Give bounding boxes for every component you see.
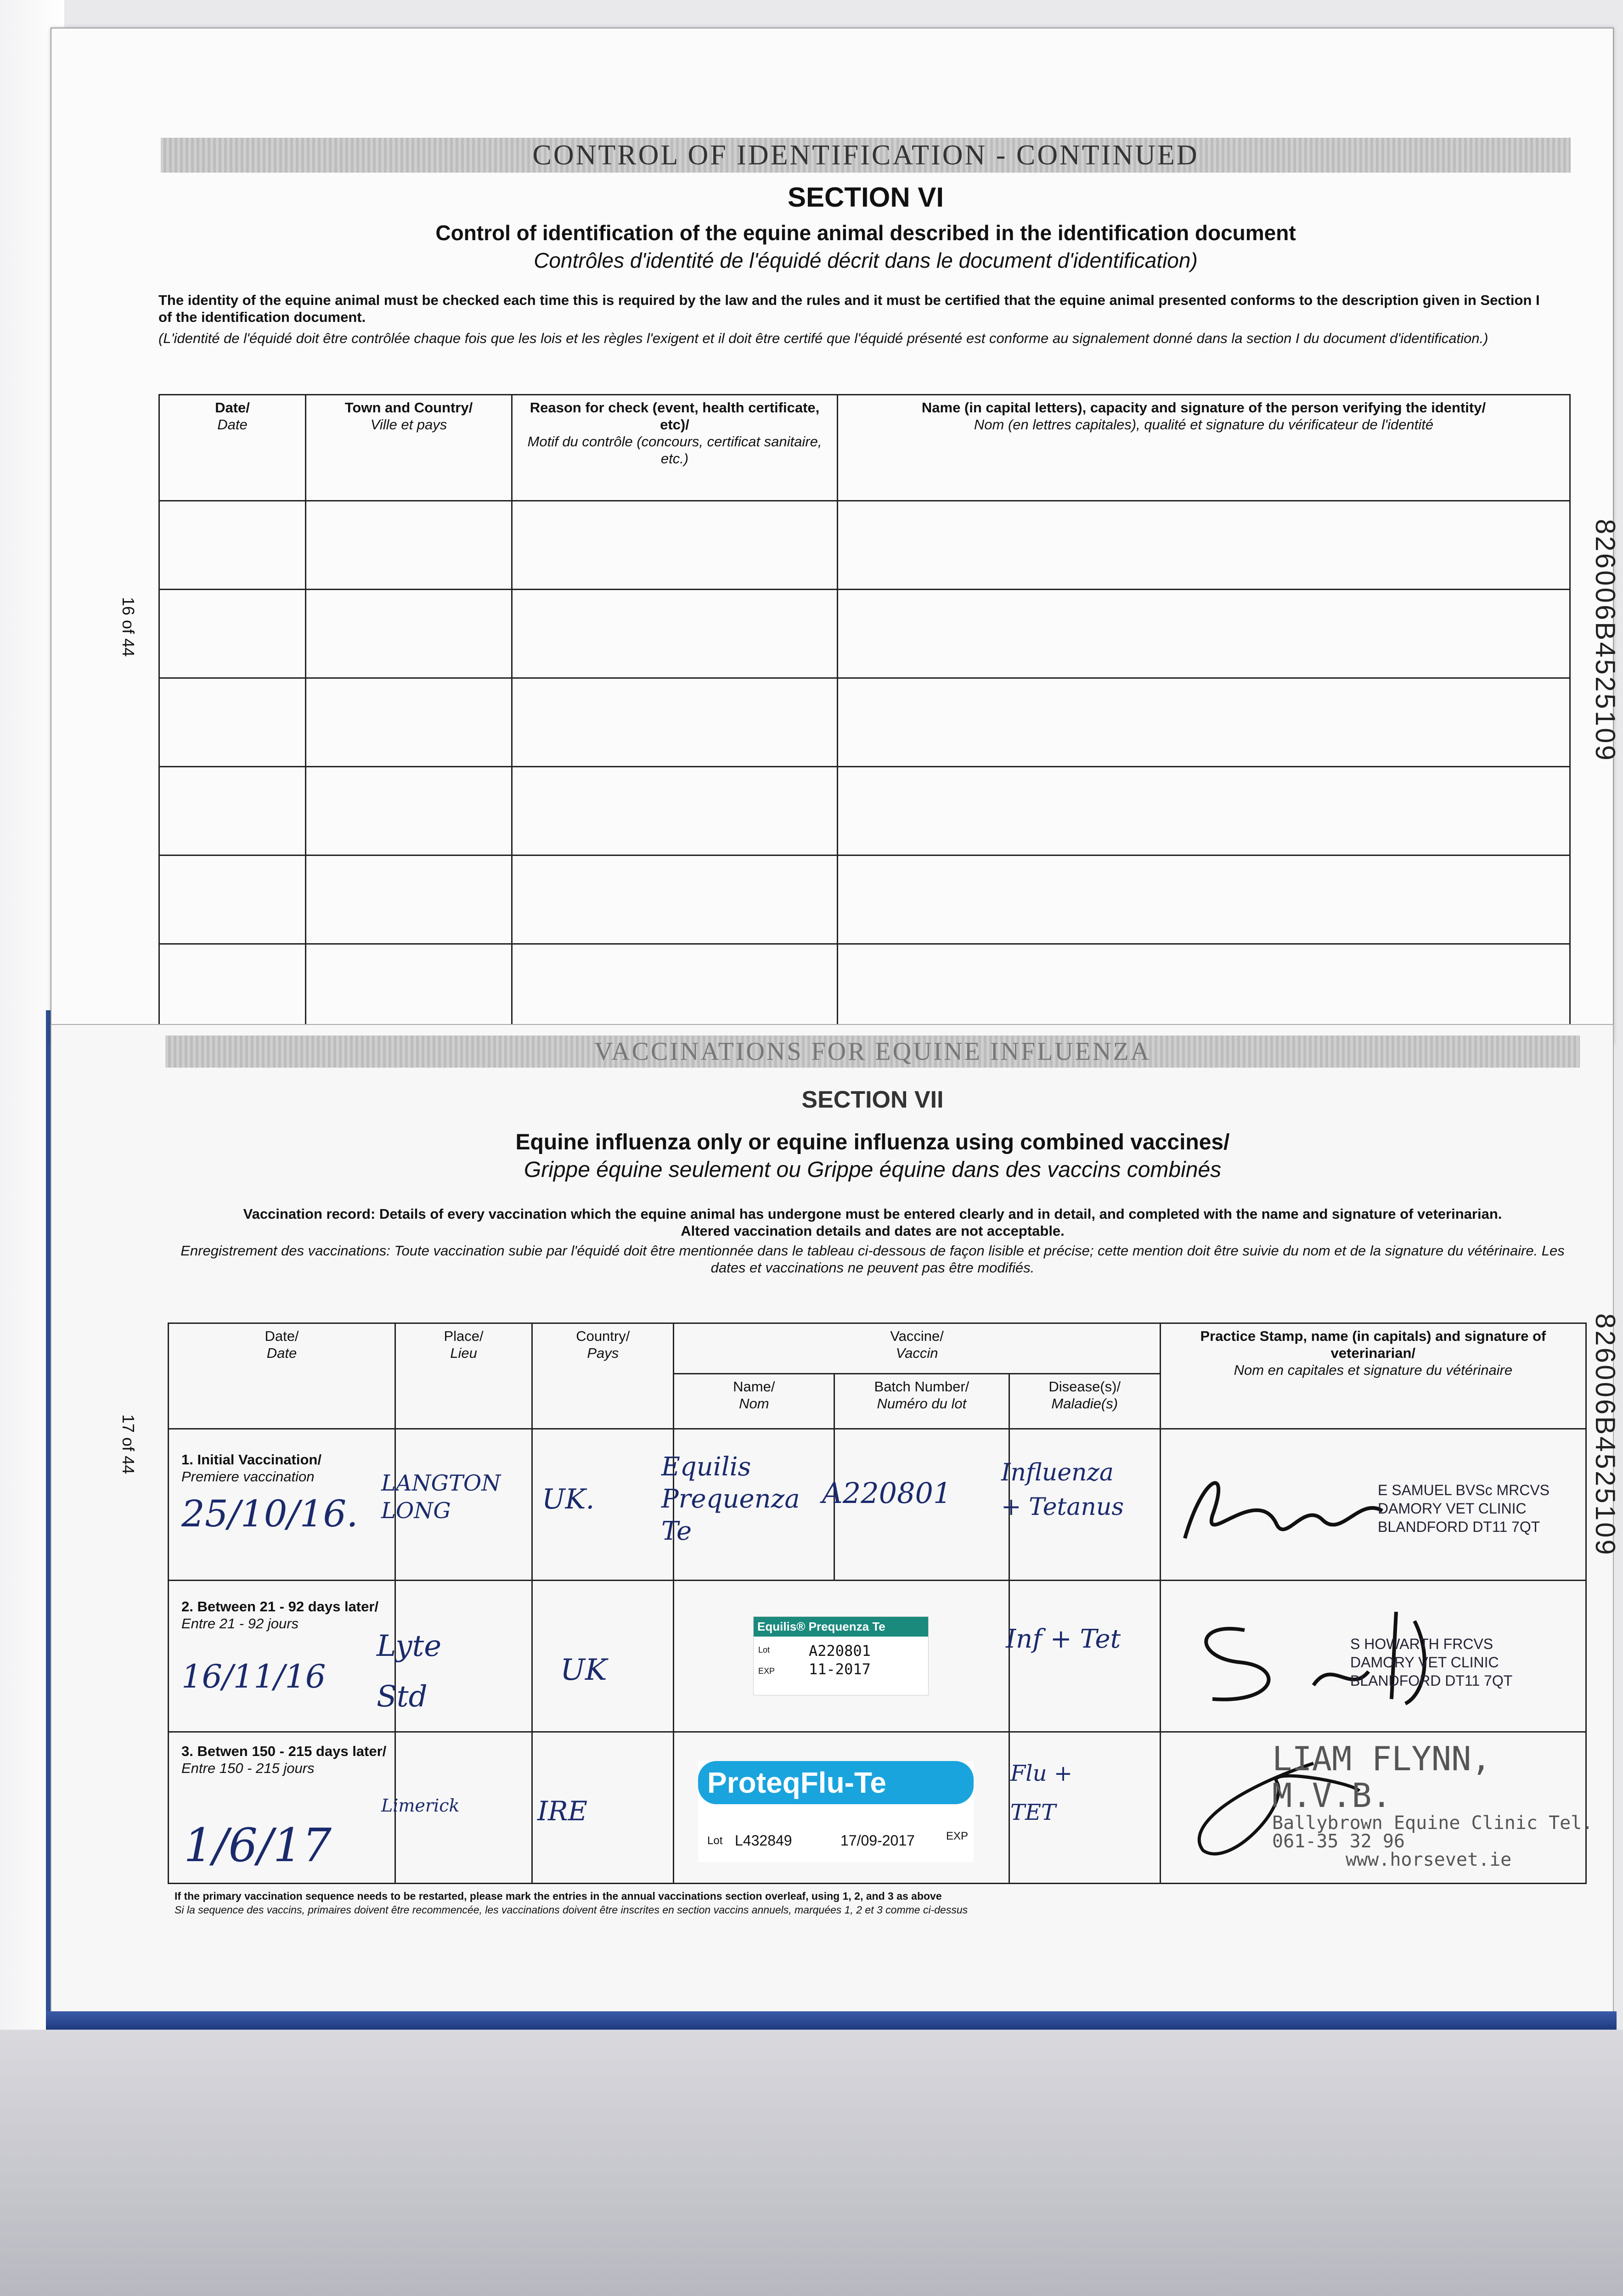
- header-country: Country/ Pays: [532, 1323, 674, 1429]
- footnote: If the primary vaccination sequence needs to be restarted, please mark the entries in the annual vaccinations section overleaf, using 1, 2, and 3 as above: [175, 1890, 942, 1902]
- intro-text-fr: (L'identité de l'équidé doit être contrôlée chaque fois que les lois et les règles l'exigent et il doit être certifé que l'équidé présenté est conforme au signalement donné dans la section I du document d'identification.): [158, 330, 1488, 346]
- handwritten-country: UK.: [542, 1483, 595, 1515]
- row-label: 2. Between 21 - 92 days later/ Entre 21 - 92 jours: [181, 1598, 379, 1632]
- vet-signature: [1167, 1446, 1405, 1566]
- header-stamp: Practice Stamp, name (in capitals) and signature of veterinarian/ Nom en capitales et signature du vétérinaire: [1160, 1323, 1586, 1429]
- header-date: Date/ Date: [169, 1323, 395, 1429]
- handwritten-vaccine: Equilis Prequenza Te: [661, 1452, 800, 1546]
- handwritten-disease: Influenza + Tetanus: [1001, 1459, 1124, 1521]
- header-date: Date/ Date: [159, 395, 306, 501]
- identification-table: [158, 394, 1571, 1028]
- section-title: SECTION VI: [787, 182, 944, 213]
- handwritten-date: 25/10/16.: [181, 1492, 358, 1535]
- handwritten-place: LANGTON LONG: [381, 1470, 501, 1524]
- vet-stamp: S HOWARTH FRCVS DAMORY VET CLINIC BLANDFORD DT11 7QT: [1350, 1636, 1513, 1689]
- handwritten-country: UK: [560, 1653, 607, 1687]
- vaccine-sticker: ProteqFlu-Te Lot L432849 17/09-2017 EXP: [698, 1761, 974, 1862]
- handwritten-disease: Flu + TET: [1010, 1761, 1073, 1825]
- handwritten-date: 16/11/16: [181, 1658, 326, 1695]
- table-row: [159, 678, 1570, 767]
- table-row: [159, 590, 1570, 678]
- handwritten-date: 1/6/17: [184, 1818, 332, 1872]
- handwritten-place: Lyte Std: [377, 1629, 442, 1714]
- section-title: SECTION VII: [801, 1086, 944, 1113]
- row-label: 3. Betwen 150 - 215 days later/ Entre 150 - 215 jours: [181, 1743, 387, 1776]
- passport-serial: 826006B4525109: [1590, 1313, 1621, 1557]
- page-title: Equine influenza only or equine influenza using combined vaccines/: [515, 1130, 1230, 1154]
- record-text-fr: Enregistrement des vaccinations: Toute vaccination subie par l'équidé doit être mentionnée dans le tableau ci-dessous de façon lisible et précise; cette mention doit être suivie du nom et de la signature du vétérinaire. Les dates et vaccinations ne peuvent pas être modifiés.: [180, 1243, 1565, 1276]
- table-row: [159, 501, 1570, 590]
- header-verifier: Name (in capital letters), capacity and signature of the person verifying the identity/ Nom (en lettres capitales), qualité et signature du vérificateur de l'identité: [838, 395, 1570, 501]
- header-vaccine: Vaccine/ Vaccin: [674, 1323, 1160, 1374]
- vaccine-sticker: Equilis® Prequenza Te Lot A220801 EXP 11-2017: [753, 1616, 929, 1695]
- section-banner: CONTROL OF IDENTIFICATION - CONTINUED: [161, 138, 1571, 173]
- header-name: Name/ Nom: [674, 1374, 834, 1429]
- handwritten-batch: A220801: [822, 1476, 952, 1510]
- section-banner: VACCINATIONS FOR EQUINE INFLUENZA: [165, 1035, 1580, 1068]
- table-row: [159, 767, 1570, 855]
- page-title-fr: Contrôles d'identité de l'équidé décrit dans le document d'identification): [534, 248, 1198, 272]
- header-batch: Batch Number/ Numéro du lot: [834, 1374, 1009, 1429]
- header-place: Place/ Lieu: [395, 1323, 532, 1429]
- table-row: [159, 855, 1570, 944]
- page-title-fr: Grippe équine seulement ou Grippe équine dans des vaccins combinés: [524, 1158, 1222, 1182]
- record-text: Vaccination record: Details of every vaccination which the equine animal has undergone must be entered clearly and in detail, and completed with the name and signature of veterinarian. Altered vaccination details and dates are not acceptable.: [243, 1206, 1502, 1239]
- scanner-background: [0, 2030, 1623, 2296]
- vet-stamp: LIAM FLYNN, M.V.B. Ballybrown Equine Clinic Tel. 061-35 32 96 www.horsevet.ie: [1272, 1739, 1593, 1870]
- row-label: 1. Initial Vaccination/ Premiere vaccination: [181, 1452, 321, 1485]
- handwritten-country: IRE: [537, 1795, 587, 1827]
- intro-text: The identity of the equine animal must be checked each time this is required by the law and the rules and it must be certified that the equine animal presented conforms to the description given in Section I of the identification document.: [158, 292, 1540, 325]
- page-title: Control of identification of the equine animal described in the identification document: [435, 221, 1296, 245]
- page-number: 17 of 44: [119, 1414, 138, 1474]
- header-reason: Reason for check (event, health certificate, etc)/ Motif du contrôle (concours, certificat sanitaire, etc.): [512, 395, 838, 501]
- table-row: [159, 944, 1570, 1027]
- vet-stamp: E SAMUEL BVSc MRCVS DAMORY VET CLINIC BLANDFORD DT11 7QT: [1378, 1482, 1550, 1535]
- page-number: 16 of 44: [119, 597, 138, 657]
- handwritten-disease: Inf + Tet: [1006, 1624, 1121, 1654]
- header-town: Town and Country/ Ville et pays: [306, 395, 512, 501]
- passport-serial: 826006B4525109: [1590, 519, 1621, 762]
- footnote-fr: Si la sequence des vaccins, primaires doivent être recommencée, les vaccinations doivent être inscrites en section vaccins annuels, marquées 1, 2 et 3 comme ci-dessus: [175, 1904, 968, 1916]
- header-disease: Disease(s)/ Maladie(s): [1009, 1374, 1160, 1429]
- handwritten-place: Limerick: [381, 1795, 460, 1816]
- passport-cover-bottom: [46, 2011, 1617, 2030]
